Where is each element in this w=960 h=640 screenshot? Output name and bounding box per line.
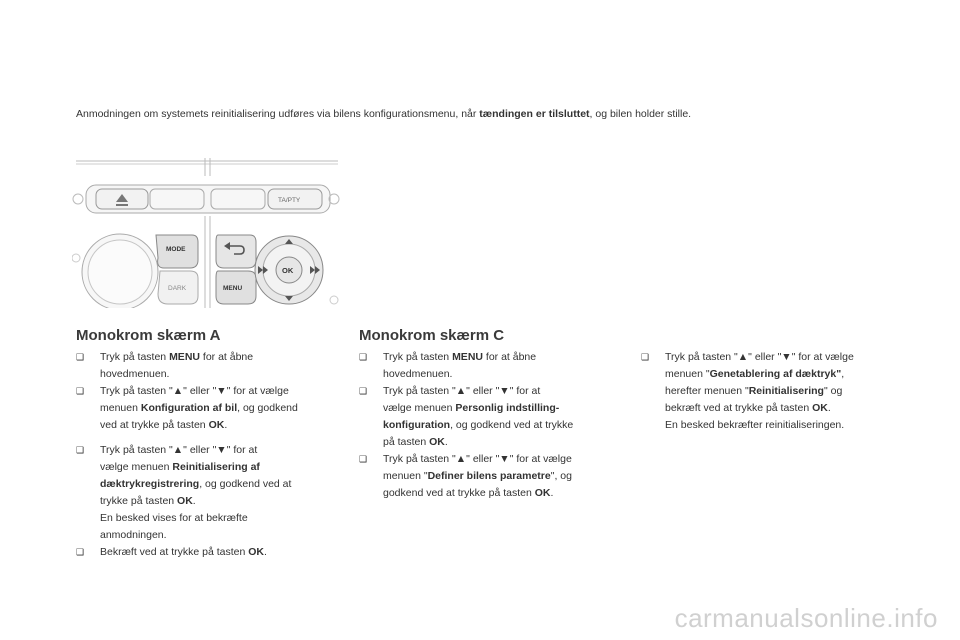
mode-label: MODE [166,246,186,253]
screen-a-title: Monokrom skærm A [76,327,221,344]
checkbox-bullet-icon: ❑ [76,445,85,455]
checkbox-bullet-icon: ❑ [359,352,368,362]
list-item: ❑ Bekræft ved at trykke på tasten OK. [76,544,298,561]
dark-label: DARK [168,285,187,292]
list-item: ❑ Tryk på tasten "▲" eller "▼" for at vælge menuen Personlig indstilling- konfiguration, og godkend ved at trykke på tasten OK. [359,385,574,448]
menu-label: MENU [223,285,243,292]
checkbox-bullet-icon: ❑ [359,386,368,396]
ta-pty-label: TA/PTY [278,197,301,204]
column-3-steps [641,349,854,434]
list-item: ❑ Tryk på tasten MENU for at åbne hovedmenuen. [359,351,537,380]
ok-label: OK [282,266,294,275]
radio-control-panel-illustration [72,158,348,308]
list-item: ❑ Tryk på tasten "▲" eller "▼" for at vælge menuen Reinitialisering af dæktrykregistrering, og godkend ved at trykke på tasten OK. En besked vises for at bekræfte anmodningen. [76,444,292,541]
intro-text: Anmodningen om systemets reinitialisering udføres via bilens konfigurationsmenu, når tændingen er tilsluttet, og bilen holder stille. [76,108,692,120]
checkbox-bullet-icon: ❑ [76,547,85,557]
screen-c-title: Monokrom skærm C [359,327,505,344]
back-button [216,235,256,268]
list-item: ❑ Tryk på tasten "▲" eller "▼" for at vælge menuen "Genetablering af dæktryk", herefter menuen "Reinitialisering" og bekræft ved at trykke på tasten OK. En besked bekræfter reinitialiseringen. [641,351,854,431]
watermark: carmanualsonline.info [674,603,938,633]
list-item: ❑ Tryk på tasten "▲" eller "▼" for at vælge menuen "Definer bilens parametre", og godkend ved at trykke på tasten OK. [359,453,572,499]
screen-c-steps [359,349,573,502]
screen-a-steps [76,349,298,561]
checkbox-bullet-icon: ❑ [641,352,650,362]
list-item: ❑ Tryk på tasten MENU for at åbne hovedmenuen. [76,351,254,380]
list-item: ❑ Tryk på tasten "▲" eller "▼" for at vælge menuen Konfiguration af bil, og godkend ved at trykke på tasten OK. [76,385,298,431]
checkbox-bullet-icon: ❑ [76,386,85,396]
checkbox-bullet-icon: ❑ [359,454,368,464]
checkbox-bullet-icon: ❑ [76,352,85,362]
